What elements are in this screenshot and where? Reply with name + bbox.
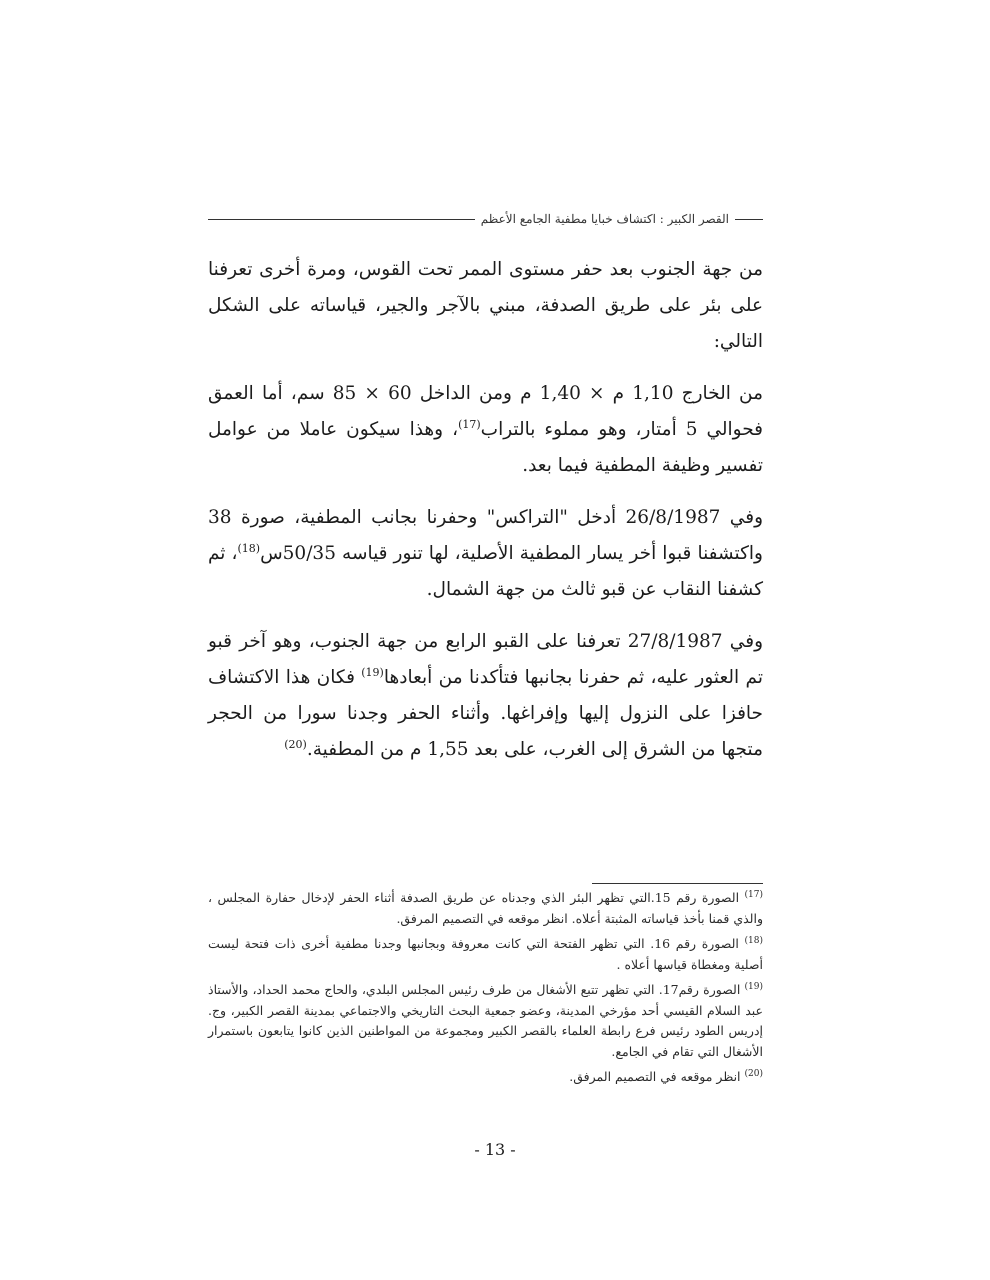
page-number: - 13 - — [474, 1140, 516, 1159]
header-title: القصر الكبير : اكتشاف خبايا مطفية الجامع الأعظم — [480, 212, 729, 226]
footnotes — [208, 888, 763, 1093]
paragraph-2-text-b: ، وهذا سيكون عاملا من عوامل تفسير وظيفة المطفية فيما بعد. — [208, 419, 763, 476]
paragraph-2 — [208, 376, 763, 484]
footnote-text: الصورة رقم 15.التي تظهر البئر الذي وجدناه عن طريق الصدفة أثناء الحفر لإدخال حفارة المجلس ، والذي قمنا بأخذ قياساته المثبتة أعلاه. انظر موقعه في التصميم المرفق. — [208, 890, 763, 926]
footnote-ref-19[interactable]: (19) — [361, 665, 384, 679]
footnote-number: (19) — [744, 981, 764, 992]
header-rule — [208, 219, 475, 220]
footnote-number: (18) — [744, 935, 763, 946]
paragraph-3 — [208, 500, 763, 608]
footnote-number: (20) — [744, 1068, 763, 1079]
paragraph-4-text-a: وفي 27/8/1987 تعرفنا على القبو الرابع من جهة الجنوب، وهو آخر قبو تم العثور عليه، ثم حفرنا بجانبها فتأكدنا من أبعادها — [208, 631, 764, 688]
paragraph-2-text-a: من الخارج 1,10 م × 1,40 م ومن الداخل 60 × 85 سم، أما العمق فحوالي 5 أمتار، وهو مملوء بالتراب — [208, 383, 763, 440]
paragraph-4-text-b: فكان هذا الاكتشاف حافزا على النزول إليها وإفراغها. وأثناء الحفر وجدنا سورا من الحجر متجها من الشرق إلى الغرب، على بعد 1,55 م من المطفية. — [208, 667, 763, 760]
footnote-number: (17) — [744, 889, 763, 900]
paragraph-3-text-b: ، ثم كشفنا النقاب عن قبو ثالث من جهة الشمال. — [208, 543, 763, 600]
footnote-ref-20[interactable]: (20) — [284, 737, 307, 751]
running-header — [208, 208, 763, 230]
footnote-18 — [208, 934, 763, 975]
footnote-text: الصورة رقم17. التي تظهر تتبع الأشغال من طرف رئيس المجلس البلدي، والحاج محمد الحداد، والأستاذ عبد السلام القيسي أحد مؤرخي المدينة، وعضو جمعية البحث التاريخي والاجتماعي بمدينة القصر الكبير، وج. إدريس الطود رئيس فرع رابطة العلماء بالقصر الكبير ومجموعة من المواطنين الذين كانوا يتابعون باستمرار الأشغال التي تقام في الجامع. — [208, 982, 763, 1059]
footnote-20 — [208, 1067, 763, 1088]
footnote-17 — [208, 888, 763, 929]
body-text — [208, 252, 763, 784]
header-lead-rule — [735, 219, 763, 220]
footnote-text: الصورة رقم 16. التي تظهر الفتحة التي كانت معروفة وبجانبها وجدنا مطفية أخرى ذات فتحة ليست أصلية ومغطاة قياسها أعلاه . — [208, 936, 763, 972]
paragraph-3-text-a: وفي 26/8/1987 أدخل "التراكس" وحفرنا بجانب المطفية، صورة 38 واكتشفنا قبوا أخر يسار المطفية الأصلية، لها تنور قياسه 50/35س — [208, 507, 764, 564]
footnote-ref-18[interactable]: (18) — [237, 541, 261, 555]
footnote-ref-17[interactable]: (17) — [458, 417, 481, 431]
footnote-separator — [592, 883, 763, 884]
footnote-19 — [208, 980, 763, 1062]
paragraph-1 — [208, 252, 763, 360]
footnote-text: انظر موقعه في التصميم المرفق. — [569, 1069, 741, 1084]
paragraph-4 — [208, 624, 763, 768]
paragraph-1-text: من جهة الجنوب بعد حفر مستوى الممر تحت القوس، ومرة أخرى تعرفنا على بئر على طريق الصدفة، مبني بالآجر والجير، قياساته على الشكل التالي: — [208, 259, 763, 352]
